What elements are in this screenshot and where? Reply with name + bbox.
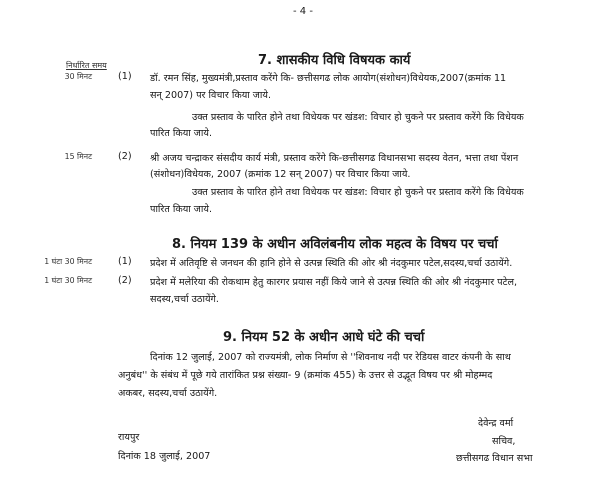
signatory-name: देवेन्द्र वर्मा xyxy=(478,418,514,429)
footer-date: दिनांक 18 जुलाई, 2007 xyxy=(118,451,211,462)
item-time: 30 मिनट xyxy=(64,72,92,81)
item-text-line: प्रदेश में मलेरिया की रोकथाम हेतु कारगर प्रयास नहीं किये जाने से उत्पन्न स्थिति की ओर श्री नंदकुमार पटेल, xyxy=(150,277,518,288)
item-text-line: प्रदेश में अतिवृष्टि से जनधन की हानि होने से उत्पन्न स्थिति की ओर श्री नंदकुमार पटेल,सदस्य,चर्चा उठायेंगे. xyxy=(150,258,513,269)
item-text-line: सदस्य,चर्चा उठायेंगे. xyxy=(150,294,219,305)
paragraph-line: अकबर, सदस्य,चर्चा उठायेंगे. xyxy=(118,388,218,399)
signatory-designation: सचिव, xyxy=(492,436,516,447)
item-followup-line: उक्त प्रस्ताव के पारित होने तथा विधेयक पर खंडश: विचार हो चुकने पर प्रस्ताव करेंगे कि विधेयक xyxy=(192,187,524,198)
signatory-office: छत्तीसगढ विधान सभा xyxy=(456,453,533,464)
item-time: 1 घंटा 30 मिनट xyxy=(44,276,92,285)
time-column-header: निर्धारित समय xyxy=(66,61,107,70)
paragraph-line: अनुबंध'' के संबंध में पूछे गये तारांकित प्रश्न संख्या- 9 (क्रमांक 455) के उत्तर से उद्भूत विषय पर श्री मोहम्मद xyxy=(118,370,493,381)
section-9-title: 9. नियम 52 के अधीन आधे घंटे की चर्चा xyxy=(223,330,425,345)
item-number: (1) xyxy=(118,71,132,82)
item-followup-line: उक्त प्रस्ताव के पारित होने तथा विधेयक पर खंडश: विचार हो चुकने पर प्रस्ताव करेंगे कि विधेयक xyxy=(192,112,524,123)
item-text-line: (संशोधन)विधेयक, 2007 (क्रमांक 12 सन् 2007) पर विचार किया जाये. xyxy=(150,169,411,180)
item-number: (2) xyxy=(118,275,132,286)
section-8-title: 8. नियम 139 के अधीन अविलंबनीय लोक महत्व के विषय पर चर्चा xyxy=(172,237,498,252)
item-followup-line: पारित किया जाये. xyxy=(150,128,213,139)
item-followup-line: पारित किया जाये. xyxy=(150,204,213,215)
item-text-line: सन् 2007) पर विचार किया जाये. xyxy=(150,90,272,101)
footer-place: रायपुर xyxy=(118,432,140,443)
section-7-title: 7. शासकीय विधि विषयक कार्य xyxy=(258,53,411,68)
item-number: (1) xyxy=(118,256,132,267)
item-number: (2) xyxy=(118,151,132,162)
item-time: 1 घंटा 30 मिनट xyxy=(44,257,92,266)
paragraph-line: दिनांक 12 जुलाई, 2007 को राज्यमंत्री, लोक निर्माण से ''शिवनाथ नदी पर रेडियस वाटर कंपनी के साथ xyxy=(150,352,511,363)
page-number: - 4 - xyxy=(293,6,313,17)
item-time: 15 मिनट xyxy=(64,152,92,161)
item-text-line: डॉ. रमन सिंह, मुख्यमंत्री,प्रस्ताव करेंगे कि- छत्तीसगढ लोक आयोग(संशोधन)विधेयक,2007(क्रमांक 11 xyxy=(150,73,507,84)
item-text-line: श्री अजय चन्द्राकर संसदीय कार्य मंत्री, प्रस्ताव करेंगे कि-छत्तीसगढ विधानसभा सदस्य वेतन, भत्ता तथा पेंशन xyxy=(150,153,519,164)
